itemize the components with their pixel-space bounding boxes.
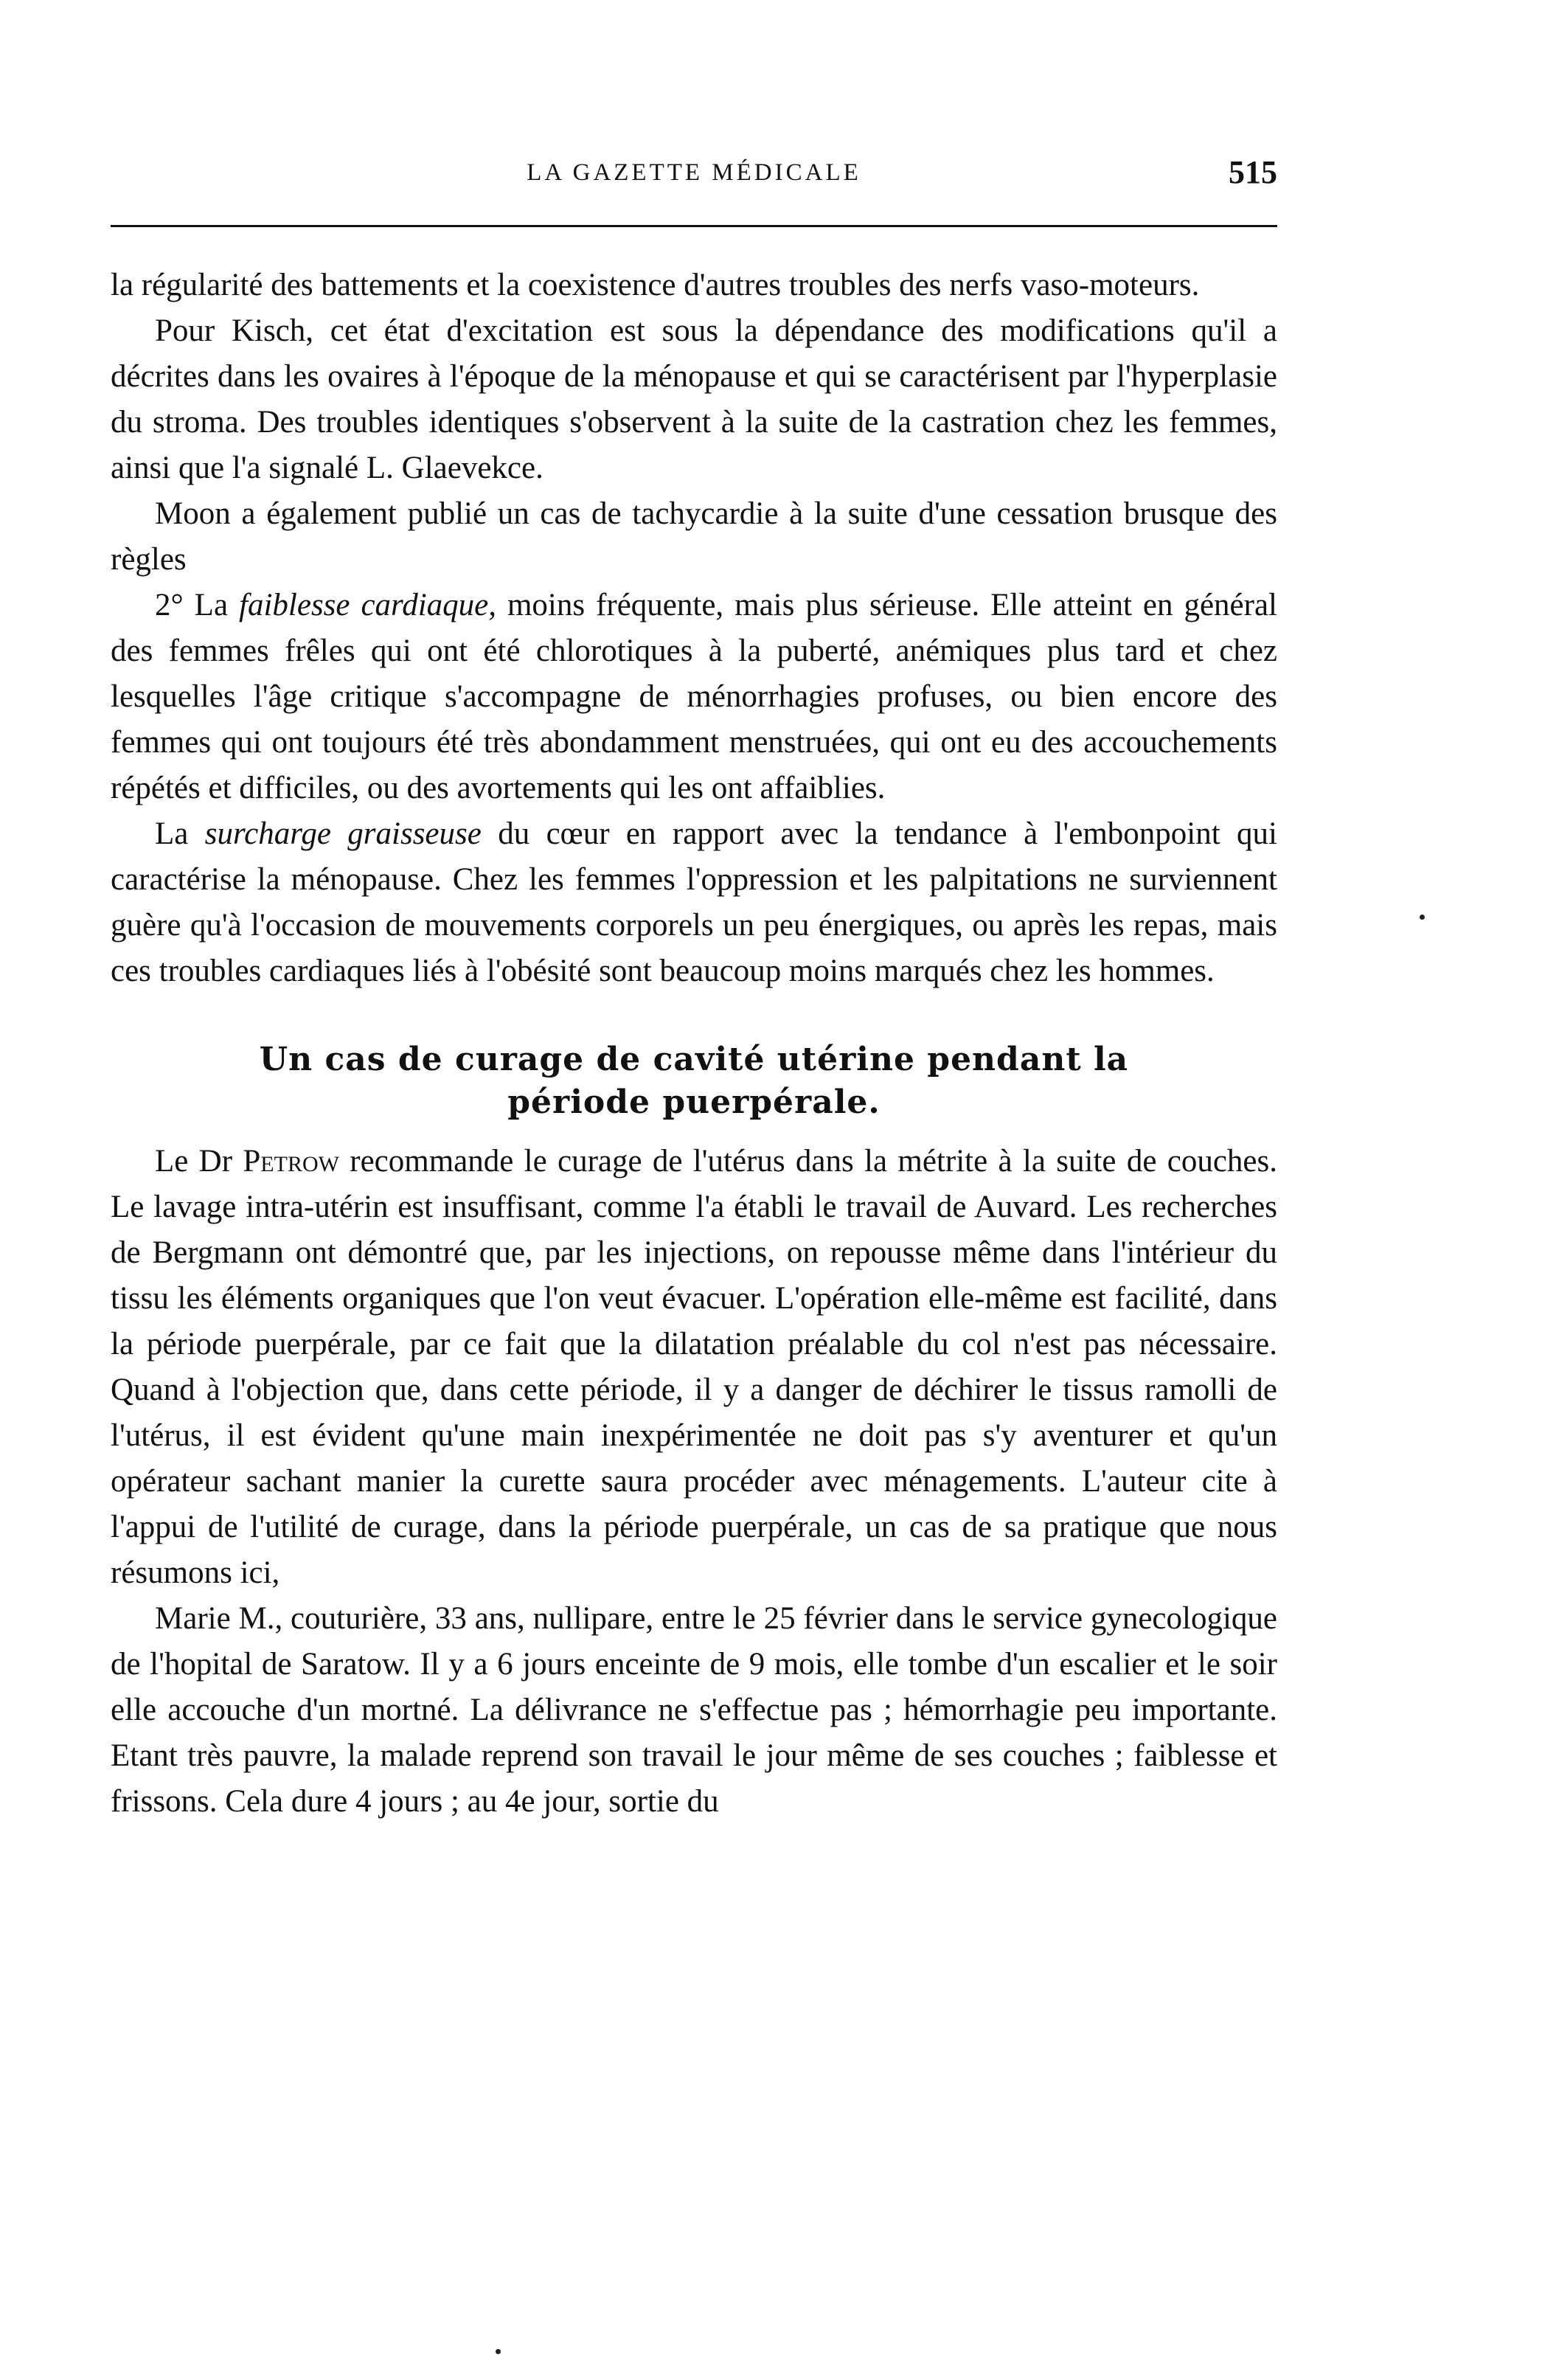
paragraph-prefix: La — [155, 816, 205, 851]
running-title: LA GAZETTE MÉDICALE — [527, 159, 861, 186]
paragraph-rest: du cœur en rapport avec la tendance à l'embonpoint qui caractérise la ménopause. Chez les femmes l'oppression et les palpitations ne surviennent guère qu'à l'occasion de mouvements corporels un peu énergiques, ou après les repas, mais ces troubles cardiaques liés à l'obésité sont beaucoup moins marqués chez les hommes. — [111, 816, 1277, 988]
page-number: 515 — [1229, 154, 1277, 190]
section-heading — [111, 1038, 1277, 1124]
body-text — [111, 263, 1277, 1825]
author-name: Petrow — [243, 1144, 339, 1179]
paragraph: Moon a également publié un cas de tachycardie à la suite d'une cessation brusque des règles — [111, 496, 1277, 577]
emphasis-term: surcharge graisseuse — [204, 816, 482, 851]
section-heading-line: Un cas de curage de cavité utérine pendant la — [259, 1041, 1129, 1078]
paragraph — [111, 811, 1277, 994]
paragraph — [111, 1139, 1277, 1596]
print-speck — [1420, 915, 1425, 920]
paragraph-rest: recommande le curage de l'utérus dans la métrite à la suite de couches. Le lavage intra-utérin est insuffisant, comme l'a établi le travail de Auvard. Les recherches de Bergmann ont démontré que, par les injections, on repousse même dans l'intérieur du tissu les éléments organiques que l'on veut évacuer. L'opération elle-même est facilité, dans la période puerpérale, par ce fait que la dilatation préalable du col n'est pas nécessaire. Quand à l'objection que, dans cette période, il y a danger de déchirer le tissus ramolli de l'utérus, il est évident qu'une main inexpérimentée ne doit pas s'y aventurer et qu'un opérateur sachant manier la curette saura procéder avec ménagements. L'auteur cite à l'appui de l'utilité de curage, dans la période puerpérale, un cas de sa pratique que nous résumons ici, — [111, 1144, 1277, 1590]
paragraph: Marie M., couturière, 33 ans, nullipare, entre le 25 février dans le service gynecologique de l'hopital de Saratow. Il y a 6 jours enceinte de 9 mois, elle tombe d'un escalier et le soir elle accouche d'un mortné. La délivrance ne s'effectue pas ; hémorrhagie peu importante. Etant très pauvre, la malade reprend son travail le jour même de ses couches ; faiblesse et frissons. Cela dure 4 jours ; au 4e jour, sortie du — [111, 1601, 1277, 1819]
print-speck — [496, 2349, 501, 2354]
running-head — [111, 153, 1277, 198]
section-heading-line: période puerpérale. — [507, 1083, 881, 1121]
paragraph — [111, 583, 1277, 811]
paragraph: la régularité des battements et la coexistence d'autres troubles des nerfs vaso-moteurs. — [111, 268, 1200, 302]
paragraph-prefix: 2° La — [155, 588, 240, 622]
paragraph-rest: moins fréquente, mais plus sérieuse. Elle atteint en général des femmes frêles qui ont été chlorotiques à la puberté, anémiques plus tard et chez lesquelles l'âge critique s'accompagne de ménorrhagies profuses, ou bien encore des femmes qui ont toujours été très abondamment menstruées, qui ont eu des accouchements répétés et difficiles, ou des avortements qui les ont affaiblies. — [111, 588, 1277, 805]
paragraph: Pour Kisch, cet état d'excitation est sous la dépendance des modifications qu'il a décrites dans les ovaires à l'époque de la ménopause et qui se caractérisent par l'hyperplasie du stroma. Des troubles identiques s'observent à la suite de la castration chez les femmes, ainsi que l'a signalé L. Glaevekce. — [111, 313, 1277, 485]
emphasis-term: faiblesse cardiaque, — [239, 588, 496, 622]
paragraph-prefix: Le Dr — [155, 1144, 243, 1179]
header-rule — [111, 225, 1277, 227]
